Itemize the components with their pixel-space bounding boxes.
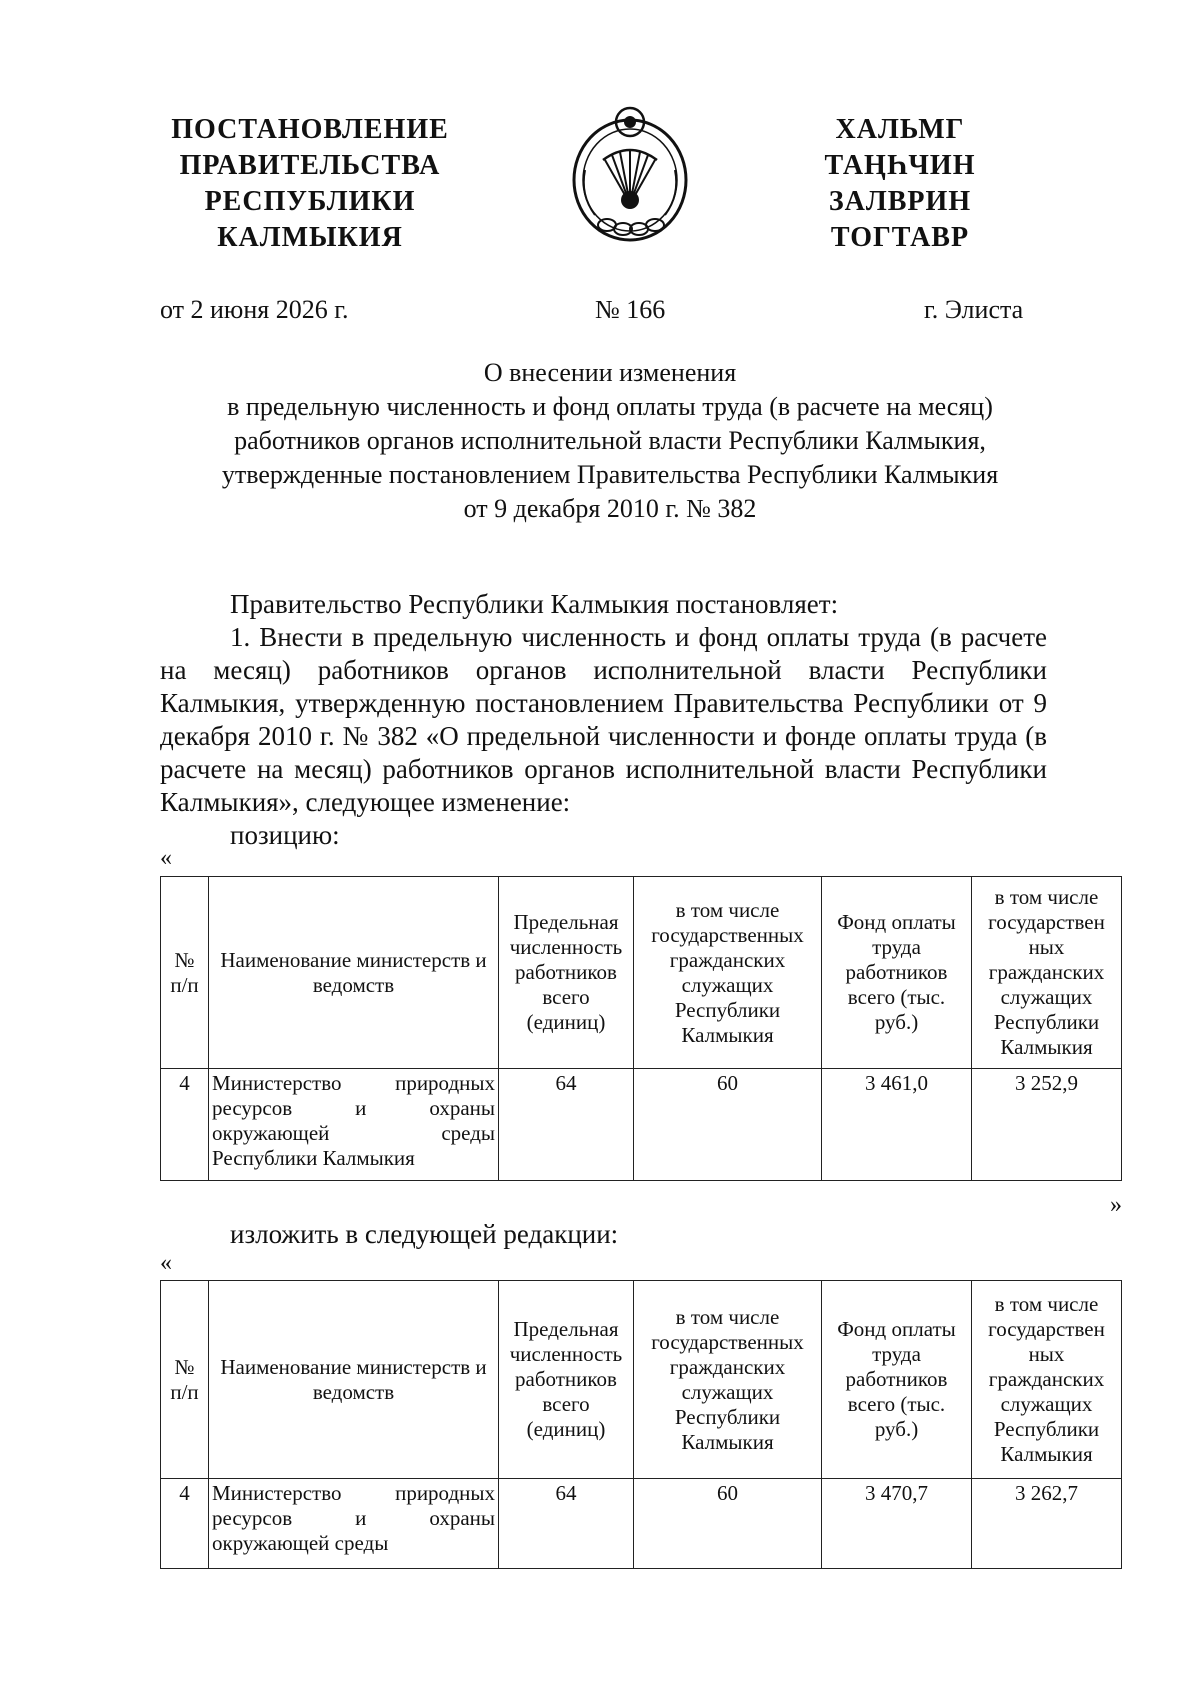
table-header-row (161, 877, 1122, 1069)
header-fund-civil: в том числе государствен ных гражданских служащих Республики Калмыкия (972, 877, 1122, 1069)
title-line: от 9 декабря 2010 г. № 382 (463, 494, 757, 523)
header-civil: в том числе государственных гражданских служащих Республики Калмыкия (634, 1281, 822, 1479)
header-right-line: ТАҢҺЧИН (824, 150, 976, 181)
replace-label: изложить в следующей редакции: (230, 1219, 619, 1249)
header-left-line: ПРАВИТЕЛЬСТВА (179, 150, 441, 181)
table-header-row (161, 1281, 1122, 1479)
header-limit: Предельная численность работников всего (единиц) (499, 877, 634, 1069)
cell-limit: 64 (499, 1069, 634, 1181)
cell-num: 4 (161, 1069, 209, 1181)
cell-limit: 64 (499, 1479, 634, 1569)
cell-fund-civil: 3 262,7 (972, 1479, 1122, 1569)
header-left-line: КАЛМЫКИЯ (217, 222, 403, 253)
header-num: № п/п (161, 877, 209, 1069)
cell-fund: 3 461,0 (822, 1069, 972, 1181)
table-new-position (160, 1280, 1122, 1569)
item-1-paragraph: 1. Внести в предельную численность и фонд оплаты труда (в расчете на месяц) работников органов исполнительной власти Республики Калмыкия, утвержденную постановлением Правительства Республики от 9 декабря 2010 г. № 382 «О предельной численности и фонде оплаты труда (в расчете на месяц) работников органов исполнительной власти Республики Калмыкия», следующее изменение: (160, 622, 1047, 817)
kalmykia-coat-of-arms-icon (565, 100, 695, 250)
header-fund: Фонд оплаты труда работников всего (тыс. руб.) (822, 877, 972, 1069)
open-quote: « (160, 845, 172, 871)
document-date: от 2 июня 2026 г. (160, 295, 349, 324)
table-row (161, 1479, 1122, 1569)
header-right-title (775, 112, 1025, 256)
cell-civil: 60 (634, 1479, 822, 1569)
header-right-line: ХАЛЬМГ (835, 114, 965, 145)
document-title (160, 356, 1060, 526)
title-line: утвержденные постановлением Правительства Республики Калмыкия (221, 460, 999, 489)
title-line: в предельную численность и фонд оплаты труда (в расчете на месяц) (227, 392, 993, 421)
header-right-line: ЗАЛВРИН (828, 186, 972, 217)
cell-name: Министерство природных ресурсов и охраны окружающей среды (209, 1479, 499, 1569)
header-limit: Предельная численность работников всего (единиц) (499, 1281, 634, 1479)
document-number: № 166 (595, 295, 666, 324)
open-quote-2: « (160, 1250, 172, 1276)
cell-fund-civil: 3 252,9 (972, 1069, 1122, 1181)
header-name: Наименование министерств и ведомств (209, 877, 499, 1069)
document-city: г. Элиста (924, 295, 1024, 324)
header-fund: Фонд оплаты труда работников всего (тыс. руб.) (822, 1281, 972, 1479)
intro-paragraph: Правительство Республики Калмыкия постановляет: (230, 589, 839, 619)
cell-fund: 3 470,7 (822, 1479, 972, 1569)
table-row (161, 1069, 1122, 1181)
table-old-position (160, 876, 1122, 1181)
position-label: позицию: (230, 820, 340, 850)
header-civil: в том числе государственных гражданских служащих Республики Калмыкия (634, 877, 822, 1069)
header-name: Наименование министерств и ведомств (209, 1281, 499, 1479)
cell-num: 4 (161, 1479, 209, 1569)
header-left-line: РЕСПУБЛИКИ (204, 186, 416, 217)
header-right-line: ТОГТАВР (830, 222, 970, 253)
title-line: работников органов исполнительной власти Республики Калмыкия, (234, 426, 986, 455)
title-line: О внесении изменения (483, 358, 737, 387)
close-quote: » (1110, 1192, 1122, 1218)
header-num: № п/п (161, 1281, 209, 1479)
cell-name: Министерство природных ресурсов и охраны окружающей среды Республики Калмыкия (209, 1069, 499, 1181)
header-left-line: ПОСТАНОВЛЕНИЕ (171, 114, 449, 145)
cell-civil: 60 (634, 1069, 822, 1181)
header-left-title (160, 112, 460, 256)
header-fund-civil: в том числе государствен ных гражданских служащих Республики Калмыкия (972, 1281, 1122, 1479)
